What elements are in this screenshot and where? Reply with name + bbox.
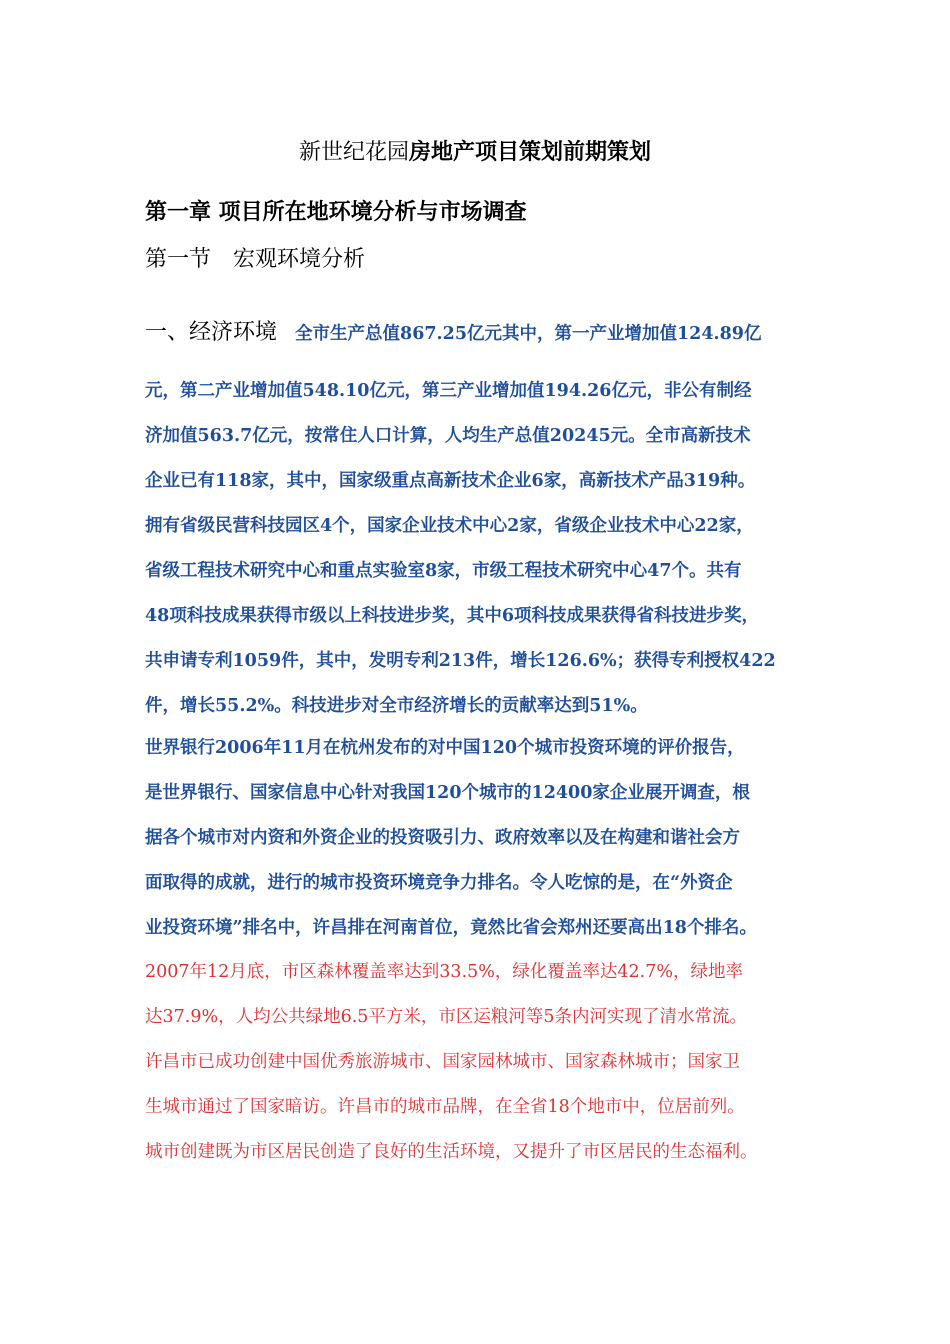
ecology-paragraph [145,957,825,1182]
investment-paragraph [145,733,825,958]
section-name: 宏观环境分析 [233,247,366,272]
paragraph-line: 面取得的成就，进行的城市投资环境竞争力排名。令人吃惊的是，在“外资企 [145,873,733,893]
paragraph-line: 48项科技成果获得市级以上科技进步奖，其中6项科技成果获得省科技进步奖， [145,606,760,626]
document-title [0,136,950,169]
chapter-heading: 第一章 项目所在地环境分析与市场调查 [145,199,527,225]
paragraph-line: 生城市通过了国家暗访。许昌市的城市品牌，在全省18个地市中，位居前列。 [145,1097,745,1117]
paragraph-line: 共申请专利1059件，其中，发明专利213件，增长126.6%；获得专利授权422 [145,651,776,671]
paragraph-line: 省级工程技术研究中心和重点实验室8家，市级工程技术研究中心47个。共有 [145,561,742,581]
paragraph-line: 2007年12月底，市区森林覆盖率达到33.5%，绿化覆盖率达42.7%，绿地率 [145,962,743,982]
economy-heading: 一、经济环境 [145,320,278,345]
paragraph-line: 据各个城市对内资和外资企业的投资吸引力、政府效率以及在构建和谐社会方 [145,828,740,848]
paragraph-line: 城市创建既为市区居民创造了良好的生活环境，又提升了市区居民的生态福利。 [145,1142,758,1162]
paragraph-line: 许昌市已成功创建中国优秀旅游城市、国家园林城市、国家森林城市；国家卫 [145,1052,740,1072]
paragraph-line [145,318,825,376]
paragraph-line: 世界银行2006年11月在杭州发布的对中国120个城市投资环境的评价报告， [145,738,745,758]
section-heading [145,244,365,276]
paragraph-line: 元，第二产业增加值548.10亿元，第三产业增加值194.26亿元，非公有制经 [145,381,752,401]
section-number: 第一节 [145,247,212,272]
economy-line-text: 全市生产总值867.25亿元其中，第一产业增加值124.89亿 [295,324,762,344]
paragraph-line: 业投资环境”排名中，许昌排在河南首位，竟然比省会郑州还要高出18个排名。 [145,918,757,938]
paragraph-line: 企业已有118家，其中，国家级重点高新技术企业6家，高新技术产品319种。 [145,471,756,491]
paragraph-line: 是世界银行、国家信息中心针对我国120个城市的12400家企业展开调查，根 [145,783,750,803]
paragraph-line: 济加值563.7亿元，按常住人口计算，人均生产总值20245元。全市高新技术 [145,426,751,446]
title-normal-part: 新世纪花园 [298,140,409,165]
paragraph-line: 件，增长55.2%。科技进步对全市经济增长的贡献率达到51%。 [145,696,648,716]
paragraph-line: 拥有省级民营科技园区4个，国家企业技术中心2家，省级企业技术中心22家， [145,516,754,536]
economy-paragraph [145,318,825,736]
title-bold-part: 房地产项目策划前期策划 [409,139,652,165]
paragraph-line: 达37.9%，人均公共绿地6.5平方米，市区运粮河等5条内河实现了清水常流。 [145,1007,748,1027]
